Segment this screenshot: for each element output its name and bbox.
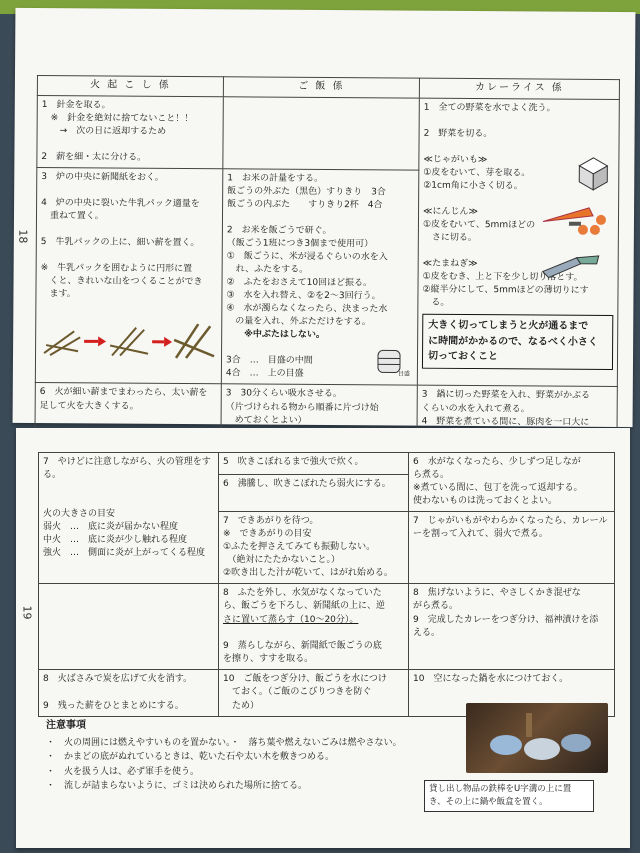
cell-curry-3: 3 鍋に切った野菜を入れ、野菜がかぶる くらいの水を入れて煮る。 4 野菜を煮ている間に、豚肉を一口大に [417,386,617,460]
cell-rice-1 [223,96,419,170]
cell-curry-1: 1 全ての野菜を水でよく洗う。 2 野菜を切る。 ≪じゃがいも≫ ①皮をむいて、芽を取る。 ②1cm角に小さく切る。 ≪にんじん≫ ①皮をむいて、5mmほどの さに切る。 ≪たまねぎ≫ ①皮をむき、上と下を少し切り落とす。 ②縦半分にして、5mmほどの薄切りにす る。 大きく切ってしまうと火が通るまで に時間がかかるので、なるべく小さく 切っておくこと [417,98,619,387]
note-item: ・ 火の周囲には燃えやすいものを置かない。・ 落ち葉や燃えないごみは燃やさない。 [46,738,402,748]
header-curry: カレーライス 係 [419,78,619,99]
warning-box: 大きく切ってしまうと火が通るまで に時間がかかるので、なるべく小さく 切っておくこと [422,314,613,370]
note-item: ・ 火を扱う人は、必ず軍手を使う。 [46,766,200,777]
page-19 [16,428,630,848]
cell-curry-8: 8 焦げないように、やさしくかき混ぜな がら煮る。 9 完成したカレーをつぎ分け、福神漬けを添 える。 [409,584,615,670]
note-item: ・ 流しが詰まらないように、ゴミは決められた場所に捨てる。 [46,781,308,792]
photo-caption: 貸し出し物品の鉄棒をU字溝の上に置 き、その上に鍋や飯盒を置く。 [424,780,594,812]
cell-rice-6: 6 沸騰し、吹きこぼれたら弱火にする。 [219,474,409,511]
cell-fire-3: 6 火が細い薪までまわったら、太い薪を 足して火を大きくする。 [35,383,221,457]
cell-rice-5: 5 吹きこぼれるまで強火で炊く。 [219,453,409,475]
cell-curry-10: 10 空になった鍋を水につけておく。 [409,670,615,716]
page-number: 19 [20,605,34,620]
header-rice: ご 飯 係 [223,77,419,98]
carrot-icon [539,199,609,239]
note-item: ・ かまどの底がぬれているときは、乾いた石や太い木を敷きつめる。 [46,752,335,763]
cell-rice-2: 1 お米の計量をする。 飯ごうの外ぶた（黒色）すりきり 3合 飯ごうの内ぶた すりきり2杯 4合 2 お米を飯ごうで研ぐ。 （飯ごう1班につき3個まで使用可） ① 飯ごうに、米が浸るぐらいの水を入 れ、ふたをする。 ② ふたをおさえて10回ほど振る。 ③ 水を入れ替え、②を2～3回行う。 ④ 水が濁らなくなったら、決まった水 の量を入れ、外ぶただけをする。 ※中ぶたはしない。 3合 … 目盛の中間 4合 … 上の目盛 目盛 [221,169,419,386]
cell-rice-7: 7 できあがりを待つ。 ※ できあがりの目安 ①ふたを押さえてみても振動しない。 （絶対にたたかないこと。） ②吹き出した汁が乾いて、はがれ始める。 [219,512,409,584]
cooking-photo [466,703,608,773]
cell-rice-8: 8 ふたを外し、水気がなくなっていた ら、飯ごうを下ろし、新聞紙の上に、逆 さに置いて蒸らす（10～20分）。 9 蒸らしながら、新聞紙で飯ごうの底 を擦り、すすを取る。 [219,584,409,670]
notes-title: 注意事項 [46,720,86,731]
header-fire: 火 起 こ し 係 [37,75,223,96]
cell-fire-2: 3 炉の中央に新聞紙をおく。 4 炉の中央に裂いた牛乳パック適量を 重ねて置く。 5 牛乳パックの上に、細い薪を置く。 ※ 牛乳パックを囲むように円形に置 くと、きれいな山をつくることができ ます。 [35,167,223,384]
page-18 [13,8,636,427]
cell-rice-10: 10 ご飯をつぎ分け、飯ごうを水につけ ておく。（ご飯のこびりつきを防ぐ ため） [219,670,409,716]
knife-icon [537,251,607,281]
cube-icon [571,151,611,191]
page-number: 18 [16,229,30,244]
cell-fire-7: 7 やけどに注意しながら、火の管理をす る。 火の大きさの目安 弱火 … 底に炎が届かない程度 中火 … 底に炎が少し触れる程度 強火 … 側面に炎が上がってくる程度 [39,453,219,584]
scale-label: 目盛 [397,370,410,378]
firewood-illustration [40,315,216,362]
cell-fire-empty [39,584,219,670]
notes-section [46,718,446,794]
cell-curry-6: 6 水がなくなったら、少しずつ足しなが ら煮る。 ※煮ている間に、包丁を洗って返却する。 使わないものは洗っておくとよい。 [409,453,615,512]
cell-fire-8: 8 火ばさみで炭を広げて火を消す。 9 残った薪をひとまとめにする。 [39,670,219,716]
procedure-table-2 [38,452,615,717]
cell-rice-3: 3 30分くらい吸水させる。 （片づけられる物から順番に片づけ始 めておくとよい） [221,384,417,458]
cell-curry-7: 7 じゃがいもがやわらかくなったら、カレール ーを割って入れて、弱火で煮る。 [409,512,615,584]
cell-fire-1: 1 針金を取る。 ※ 針金を絶対に捨てないこと！！ → 次の日に返却するため 2 薪を細・太に分ける。 [37,95,223,169]
procedure-table-1 [34,75,620,460]
